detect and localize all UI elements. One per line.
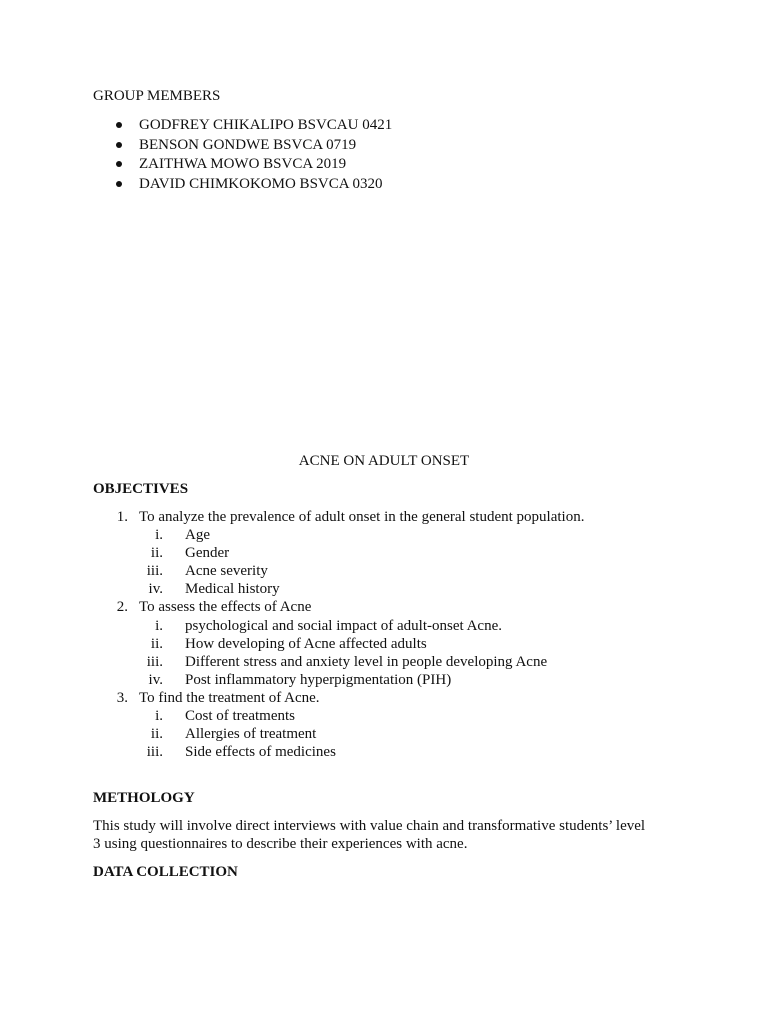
methodology-paragraph: [93, 817, 673, 853]
roman-numeral: i.: [155, 527, 163, 544]
roman-numeral: iv.: [148, 671, 163, 688]
data-collection-heading: DATA COLLECTION: [93, 864, 238, 880]
bullet-icon: [116, 161, 122, 167]
sub-objective-text: Post inflammatory hyperpigmentation (PIH): [185, 671, 452, 688]
sub-objective-text: Allergies of treatment: [185, 726, 317, 743]
objective-number: 3.: [116, 689, 128, 706]
paragraph-line: 3 using questionnaires to describe their experiences with acne.: [93, 836, 468, 852]
sub-objective-text: Different stress and anxiety level in people developing Acne: [185, 653, 548, 670]
roman-numeral: iii.: [146, 744, 163, 761]
sub-objective-text: How developing of Acne affected adults: [185, 635, 427, 652]
objective-text: To find the treatment of Acne.: [139, 689, 320, 706]
objective-number: 2.: [116, 599, 128, 616]
roman-numeral: ii.: [150, 545, 163, 562]
document-title: ACNE ON ADULT ONSET: [298, 453, 470, 469]
objective-text: To assess the effects of Acne: [139, 599, 312, 616]
group-members-heading: GROUP MEMBERS: [93, 88, 221, 104]
sub-objective-text: Side effects of medicines: [185, 744, 336, 761]
member-name: ZAITHWA MOWO BSVCA 2019: [139, 156, 347, 172]
sub-objective-text: Gender: [185, 545, 230, 562]
objectives-heading: OBJECTIVES: [93, 481, 189, 497]
roman-numeral: i.: [155, 708, 163, 725]
bullet-icon: [116, 181, 122, 187]
objective-number: 1.: [116, 509, 128, 525]
sub-objective-text: Acne severity: [185, 563, 268, 580]
member-name: BENSON GONDWE BSVCA 0719: [139, 136, 357, 153]
member-name: GODFREY CHIKALIPO BSVCAU 0421: [139, 117, 393, 133]
roman-numeral: ii.: [150, 726, 163, 743]
methodology-heading: METHOLOGY: [93, 790, 195, 806]
bullet-icon: [116, 122, 122, 128]
sub-objective-text: Cost of treatments: [185, 708, 295, 725]
bullet-icon: [116, 142, 122, 148]
roman-numeral: ii.: [150, 635, 163, 652]
member-name: DAVID CHIMKOKOMO BSVCA 0320: [139, 175, 383, 192]
sub-objective-text: psychological and social impact of adult-onset Acne.: [185, 617, 502, 634]
roman-numeral: i.: [155, 617, 163, 634]
roman-numeral: iii.: [146, 653, 163, 670]
roman-numeral: iv.: [148, 581, 163, 598]
roman-numeral: iii.: [146, 563, 163, 580]
sub-objective-text: Medical history: [185, 581, 280, 598]
paragraph-line: This study will involve direct interviews with value chain and transformative students’ level: [93, 818, 646, 834]
sub-objective-text: Age: [185, 527, 210, 544]
objective-text: To analyze the prevalence of adult onset in the general student population.: [139, 509, 585, 525]
